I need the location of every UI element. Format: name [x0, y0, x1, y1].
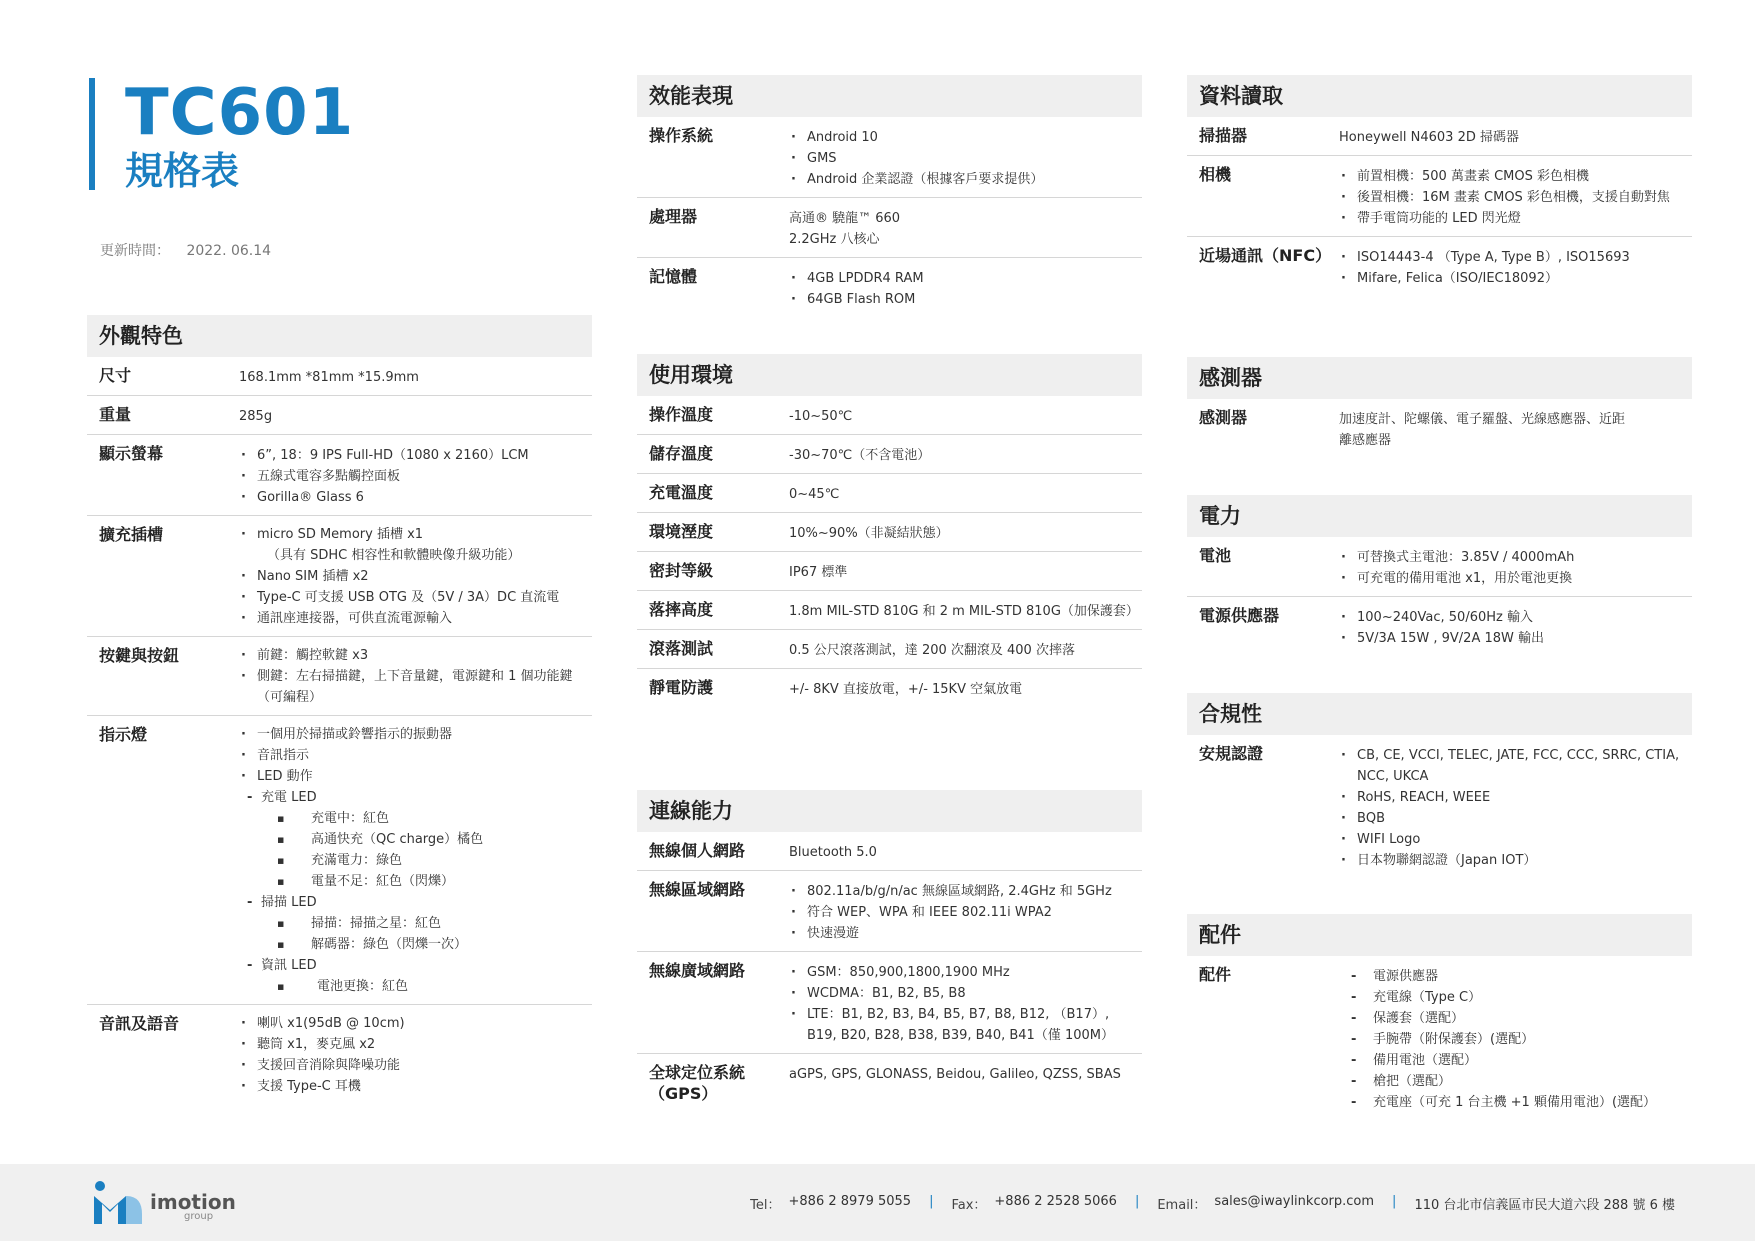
- spec-row: [1187, 399, 1692, 458]
- spec-value: -30~70℃（不含電池）: [789, 448, 931, 463]
- list-item: - 充電座（可充 1 台主機 +1 顆備用電池）(選配）: [1339, 1092, 1684, 1113]
- section-title: 資料讀取: [1187, 75, 1692, 117]
- spec-row: [1187, 237, 1692, 296]
- spec-row: [637, 552, 1142, 591]
- list-item: · GMS: [789, 148, 1134, 169]
- spec-row: [87, 516, 592, 637]
- power-section: [1187, 495, 1692, 656]
- list-item: · 可替換式主電池：3.85V / 4000mAh: [1339, 547, 1684, 568]
- spec-row: [87, 435, 592, 516]
- list-item: · 符合 WEP、WPA 和 IEEE 802.11i WPA2: [789, 902, 1134, 923]
- list-item: · Nano SIM 插槽 x2: [239, 566, 584, 587]
- list-item: · LED 動作: [239, 766, 584, 787]
- list-item: · 64GB Flash ROM: [789, 289, 1134, 310]
- spec-value: 285g: [239, 409, 273, 424]
- spec-line: 2.2GHz 八核心: [789, 232, 880, 247]
- spec-row: [637, 832, 1142, 871]
- spec-key: 相機: [1199, 165, 1232, 184]
- spec-row: [87, 1005, 592, 1104]
- updated-label: 更新時間：: [100, 243, 170, 259]
- list-item: · 4GB LPDDR4 RAM: [789, 268, 1134, 289]
- list-item: · 支援 Type-C 耳機: [239, 1076, 584, 1097]
- spec-row: [637, 1054, 1142, 1111]
- list-item: · 5V/3A 15W , 9V/2A 18W 輸出: [1339, 628, 1684, 649]
- list-item: （具有 SDHC 相容性和軟體映像升級功能）: [267, 548, 521, 563]
- list-item: · 100~240Vac, 50/60Hz 輸入: [1339, 607, 1684, 628]
- spec-row: [637, 117, 1142, 198]
- data-capture-section: [1187, 75, 1692, 296]
- spec-row: [637, 669, 1142, 707]
- section-title: 效能表現: [637, 75, 1142, 117]
- spec-key: 全球定位系統（GPS）: [649, 1063, 746, 1103]
- spec-value: Bluetooth 5.0: [789, 845, 877, 860]
- contact-info: [750, 1194, 1675, 1213]
- spec-value: 168.1mm *81mm *15.9mm: [239, 370, 419, 385]
- list-item: ▪ 高通快充（QC charge）橘色: [239, 829, 584, 850]
- list-item: · 802.11a/b/g/n/ac 無線區域網路, 2.4GHz 和 5GHz: [789, 881, 1134, 902]
- spec-key: 無線廣域網路: [649, 961, 746, 980]
- spec-row: [87, 357, 592, 396]
- spec-key: 無線區域網路: [649, 880, 746, 899]
- spec-row: [637, 591, 1142, 630]
- model-title: TC601: [125, 76, 355, 150]
- list-item: - 資訊 LED: [239, 955, 584, 976]
- list-item: · 支援回音消除與降噪功能: [239, 1055, 584, 1076]
- spec-row: [637, 474, 1142, 513]
- separator: |: [1392, 1194, 1397, 1209]
- section-title: 外觀特色: [87, 315, 592, 357]
- list-item: · 側鍵：左右掃描鍵，上下音量鍵，電源鍵和 1 個功能鍵（可編程）: [239, 666, 584, 708]
- spec-key: 充電溫度: [649, 483, 714, 502]
- updated-date: [100, 240, 271, 260]
- list-item: · 喇叭 x1(95dB @ 10cm): [239, 1013, 584, 1034]
- spec-key: 安規認證: [1199, 744, 1264, 763]
- spec-key: 按鍵與按鈕: [99, 646, 180, 665]
- spec-key: 掃描器: [1199, 126, 1248, 145]
- list-item: - 保護套（選配）: [1339, 1008, 1684, 1029]
- spec-row: [1187, 597, 1692, 656]
- list-item: · LTE：B1, B2, B3, B4, B5, B7, B8, B12, （B17）, B19, B20, B28, B38, B39, B40, B41（僅 100M）: [789, 1004, 1134, 1046]
- appearance-section: [87, 315, 592, 1104]
- section-title: 感測器: [1187, 357, 1692, 399]
- list-item: ▪ 解碼器：綠色（閃爍一次）: [239, 934, 584, 955]
- list-item: · 聽筒 x1，麥克風 x2: [239, 1034, 584, 1055]
- spec-row: [1187, 537, 1692, 597]
- list-item: · GSM：850,900,1800,1900 MHz: [789, 962, 1134, 983]
- section-title: 使用環境: [637, 354, 1142, 396]
- spec-key: 處理器: [649, 207, 698, 226]
- spec-row: [637, 258, 1142, 317]
- performance-section: [637, 75, 1142, 317]
- tel-label: Tel：: [750, 1198, 781, 1213]
- list-item: · 通訊座連接器，可供直流電源輸入: [239, 608, 584, 629]
- section-title: 連線能力: [637, 790, 1142, 832]
- spec-row: [1187, 956, 1692, 1120]
- list-item: ▪ 電池更換：紅色: [239, 976, 584, 997]
- spec-value: 加速度計、陀螺儀、電子羅盤、光線感應器、近距離感應器: [1339, 412, 1626, 448]
- list-item: · 快速漫遊: [789, 923, 1134, 944]
- list-item: · 五線式電容多點觸控面板: [239, 466, 584, 487]
- list-item: - 槍把（選配）: [1339, 1071, 1684, 1092]
- section-title: 合規性: [1187, 693, 1692, 735]
- list-item: · WIFI Logo: [1339, 829, 1684, 850]
- spec-row: [637, 952, 1142, 1054]
- spec-value: 0~45℃: [789, 487, 840, 502]
- list-item: · 後置相機：16M 畫素 CMOS 彩色相機，支援自動對焦: [1339, 187, 1684, 208]
- list-item: ▪ 掃描：掃描之星：紅色: [239, 913, 584, 934]
- spec-value: aGPS, GPS, GLONASS, Beidou, Galileo, QZSS, SBAS: [789, 1067, 1121, 1082]
- compliance-section: [1187, 693, 1692, 878]
- updated-value: 2022. 06.14: [186, 243, 272, 259]
- spec-key: 音訊及語音: [99, 1014, 180, 1033]
- spec-key: 記憶體: [649, 267, 698, 286]
- brand-name: imotion: [150, 1190, 236, 1214]
- spec-key: 配件: [1199, 965, 1232, 984]
- list-item: · 前鍵：觸控軟鍵 x3: [239, 645, 584, 666]
- list-item: · Mifare, Felica（ISO/IEC18092）: [1339, 268, 1684, 289]
- spec-key: 顯示螢幕: [99, 444, 164, 463]
- list-item: · RoHS, REACH, WEEE: [1339, 787, 1684, 808]
- spec-value: IP67 標準: [789, 565, 848, 580]
- list-item: · WCDMA：B1, B2, B5, B8: [789, 983, 1134, 1004]
- section-title: 電力: [1187, 495, 1692, 537]
- spec-key: 密封等級: [649, 561, 714, 580]
- footer-bar: [0, 1164, 1755, 1241]
- spec-row: [637, 198, 1142, 258]
- list-item: · Gorilla® Glass 6: [239, 487, 584, 508]
- spec-key: 操作溫度: [649, 405, 714, 424]
- section-title: 配件: [1187, 914, 1692, 956]
- connectivity-section: [637, 790, 1142, 1111]
- spec-key: 指示燈: [99, 725, 148, 744]
- spec-key: 無線個人網路: [649, 841, 746, 860]
- spec-row: [1187, 156, 1692, 237]
- list-item: · BQB: [1339, 808, 1684, 829]
- spec-key: 儲存溫度: [649, 444, 714, 463]
- separator: |: [929, 1194, 934, 1209]
- environment-section: [637, 354, 1142, 707]
- list-item: ▪ 充電中：紅色: [239, 808, 584, 829]
- spec-row: [1187, 735, 1692, 878]
- spec-value: 1.8m MIL-STD 810G 和 2 m MIL-STD 810G（加保護套）: [789, 604, 1139, 619]
- spec-key: 重量: [99, 405, 132, 424]
- spec-key: 電池: [1199, 546, 1232, 565]
- title-accent-bar: [89, 78, 95, 190]
- email-label: Email：: [1157, 1198, 1207, 1213]
- list-item: · CB, CE, VCCI, TELEC, JATE, FCC, CCC, SRRC, CTIA, NCC, UKCA: [1339, 745, 1684, 787]
- spec-key: 近場通訊（NFC）: [1199, 246, 1332, 265]
- spec-row: [87, 396, 592, 435]
- spec-sheet-subtitle: 規格表: [125, 149, 240, 193]
- spec-value: Honeywell N4603 2D 掃碼器: [1339, 130, 1520, 145]
- list-item: · ISO14443-4 （Type A, Type B）, ISO15693: [1339, 247, 1684, 268]
- sensors-section: [1187, 357, 1692, 458]
- fax-label: Fax：: [951, 1198, 987, 1213]
- spec-row: [637, 513, 1142, 552]
- spec-row: [1187, 117, 1692, 156]
- spec-value: -10~50℃: [789, 409, 853, 424]
- spec-key: 擴充插槽: [99, 525, 164, 544]
- spec-value: 0.5 公尺滾落測試，達 200 次翻滾及 400 次摔落: [789, 643, 1075, 658]
- spec-row: [637, 871, 1142, 952]
- list-item: · 帶手電筒功能的 LED 閃光燈: [1339, 208, 1684, 229]
- spec-key: 尺寸: [99, 366, 132, 385]
- list-item: - 充電 LED: [239, 787, 584, 808]
- list-item: · 可充電的備用電池 x1，用於電池更換: [1339, 568, 1684, 589]
- list-item: · Type-C 可支援 USB OTG 及（5V / 3A）DC 直流電: [239, 587, 584, 608]
- list-item: - 電源供應器: [1339, 966, 1684, 987]
- list-item: - 充電線（Type C）: [1339, 987, 1684, 1008]
- spec-row: [637, 435, 1142, 474]
- email-link[interactable]: sales@iwaylinkcorp.com: [1214, 1194, 1375, 1209]
- spec-key: 環境溼度: [649, 522, 714, 541]
- spec-key: 感測器: [1199, 408, 1248, 427]
- accessories-section: [1187, 914, 1692, 1120]
- spec-row: [637, 630, 1142, 669]
- brand-subtitle: group: [184, 1211, 214, 1222]
- list-item: ▪ 電量不足：紅色（閃爍）: [239, 871, 584, 892]
- list-item: · 日本物聯網認證（Japan IOT）: [1339, 850, 1684, 871]
- separator: |: [1134, 1194, 1140, 1209]
- spec-key: 滾落測試: [649, 639, 714, 658]
- list-item: · 一個用於掃描或鈴響指示的振動器: [239, 724, 584, 745]
- list-item: - 掃描 LED: [239, 892, 584, 913]
- list-item: · Android 10: [789, 127, 1134, 148]
- list-item: ▪ 充滿電力：綠色: [239, 850, 584, 871]
- spec-line: 高通® 驍龍™ 660: [789, 211, 901, 226]
- list-item: - 手腕帶（附保護套）(選配）: [1339, 1029, 1684, 1050]
- spec-row: [87, 716, 592, 1005]
- fax-value: +886 2 2528 5066: [994, 1194, 1117, 1209]
- list-item: · Android 企業認證（根據客戶要求提供）: [789, 169, 1134, 190]
- spec-key: 靜電防護: [649, 678, 714, 697]
- spec-key: 落摔高度: [649, 600, 714, 619]
- spec-value: 10%~90%（非凝結狀態）: [789, 526, 949, 541]
- list-item: · 前置相機：500 萬畫素 CMOS 彩色相機: [1339, 166, 1684, 187]
- spec-key: 電源供應器: [1199, 606, 1280, 625]
- spec-value: +/- 8KV 直接放電，+/- 15KV 空氣放電: [789, 682, 1023, 697]
- list-item: · 6”, 18：9 IPS Full-HD（1080 x 2160）LCM: [239, 445, 584, 466]
- tel-value: +886 2 8979 5055: [788, 1194, 912, 1209]
- list-item: · 音訊指示: [239, 745, 584, 766]
- spec-row: [87, 637, 592, 716]
- list-item: - 備用電池（選配）: [1339, 1050, 1684, 1071]
- address-text: 110 台北市信義區市民大道六段 288 號 6 樓: [1414, 1198, 1675, 1213]
- spec-row: [637, 396, 1142, 435]
- spec-key: 操作系統: [649, 126, 714, 145]
- list-item: · micro SD Memory 插槽 x1: [239, 524, 584, 545]
